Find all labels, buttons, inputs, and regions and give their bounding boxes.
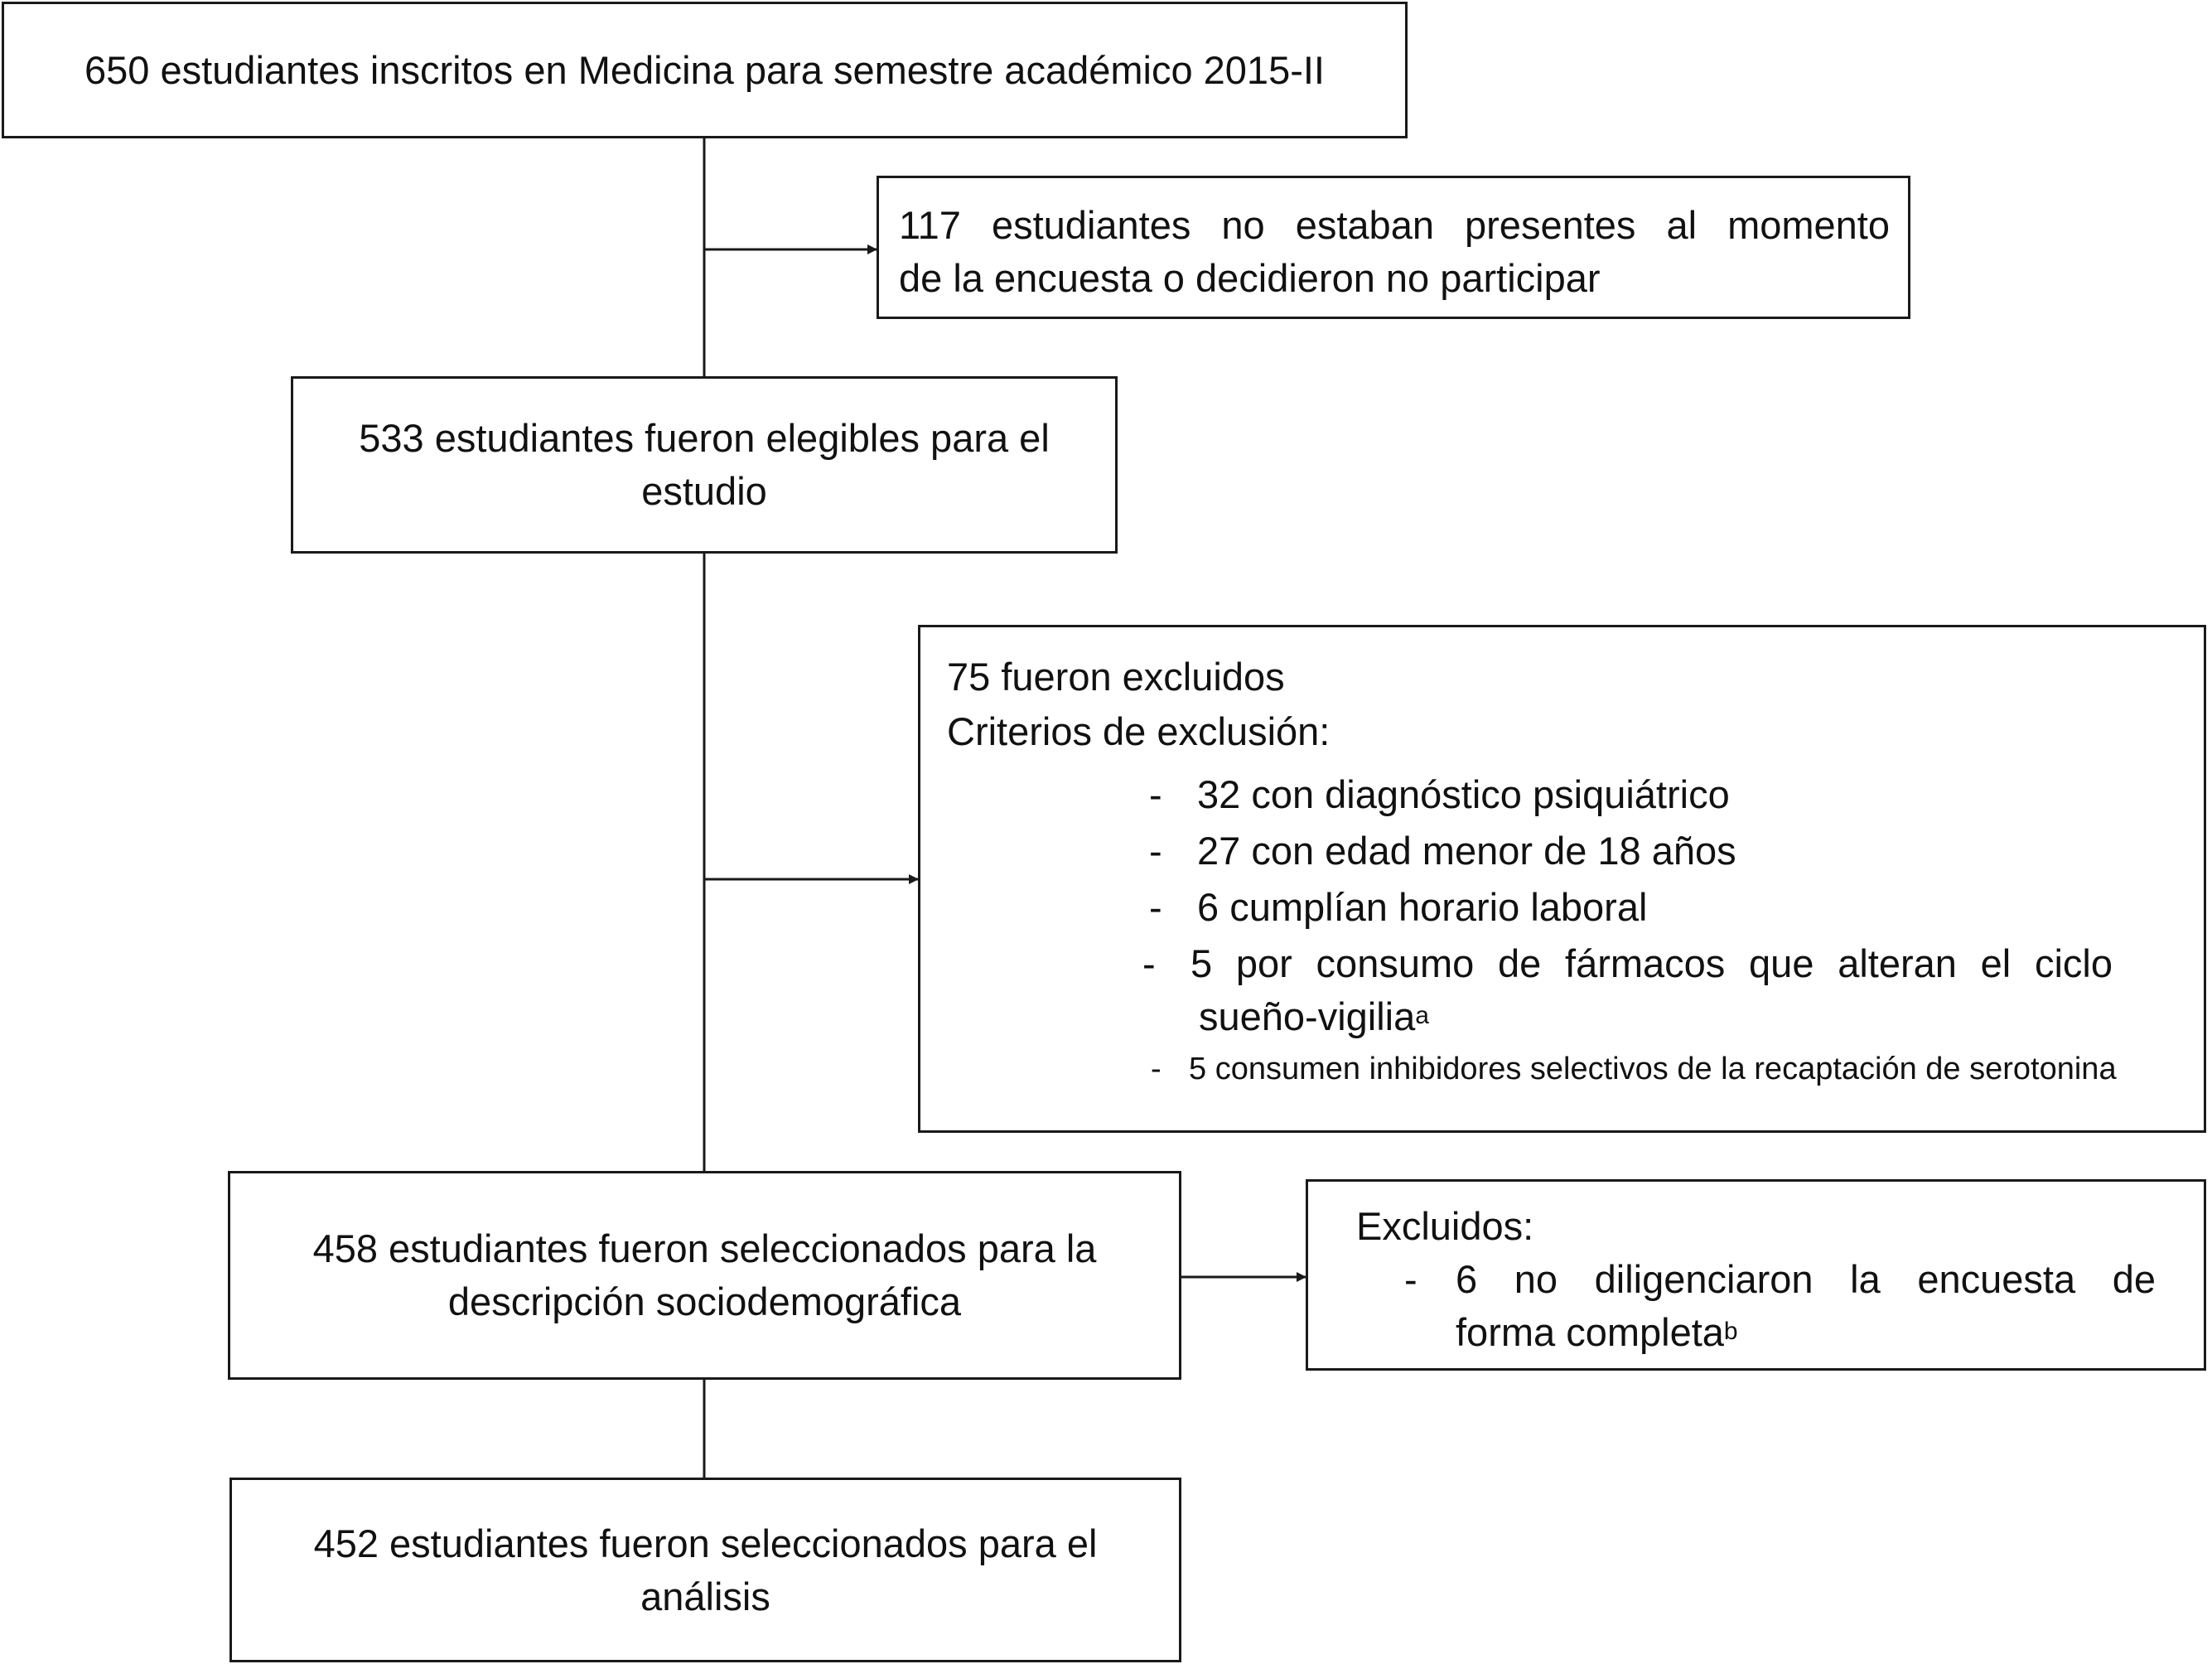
enrolled-box	[2, 2, 1408, 138]
footnote-marker-a: a	[1415, 1002, 1429, 1029]
enrolled-text: 650 estudiantes inscritos en Medicina para semestre académico 2015-II	[85, 47, 1325, 92]
excluded-incomplete-line1: 6 no diligenciaron la encuesta de	[1456, 1257, 2156, 1301]
criteria-item	[947, 937, 2204, 1047]
exclusion-criteria-label: Criterios de exclusión:	[947, 709, 1331, 753]
eligible-text: 533 estudiantes fueron elegibles para el estudio	[359, 416, 1050, 513]
selected-analysis-text: 452 estudiantes fueron seleccionados para el análisis	[313, 1521, 1098, 1618]
excluded-incomplete-line2-main: forma completa	[1456, 1310, 1724, 1354]
excluded-incomplete-title: Excluidos:	[1356, 1204, 1534, 1248]
criteria-item-text-line2	[1191, 990, 2113, 1043]
criteria-item	[947, 881, 2204, 937]
absent-text-line2: de la encuesta o decidieron no participar	[899, 256, 1601, 300]
eligible-box	[291, 376, 1118, 554]
criteria-item	[947, 768, 2204, 825]
criteria-item	[947, 1047, 2204, 1091]
criteria-item-text-line2-main: sueño-vigilia	[1199, 994, 1416, 1038]
list-dash: -	[1149, 829, 1162, 873]
excluded-incomplete-item	[1356, 1253, 2156, 1359]
list-dash: -	[1151, 1052, 1162, 1086]
list-dash: -	[1149, 885, 1162, 929]
absent-box	[877, 176, 1910, 319]
criteria-item-text: 5 consumen inhibidores selectivos de la recaptación de serotonina	[1189, 1052, 2117, 1086]
selected-sociodemographic-text: 458 estudiantes fueron seleccionados para la descripción sociodemográfica	[312, 1226, 1097, 1323]
criteria-item-text: 32 con diagnóstico psiquiátrico	[1197, 772, 1730, 816]
list-dash: -	[1142, 941, 1156, 985]
selected-sociodemographic-box	[228, 1171, 1181, 1380]
excluded-incomplete-box	[1306, 1179, 2206, 1371]
excluded-title: 75 fueron excluidos	[947, 655, 1285, 699]
excluded-incomplete-line2	[1456, 1306, 2156, 1359]
list-dash: -	[1149, 772, 1162, 816]
criteria-item-text: 6 cumplían horario laboral	[1197, 885, 1648, 929]
excluded-box	[918, 625, 2206, 1133]
exclusion-criteria-list	[947, 768, 2204, 1091]
list-dash: -	[1404, 1257, 1418, 1301]
criteria-item-text: 27 con edad menor de 18 años	[1197, 829, 1736, 873]
selected-analysis-box	[229, 1478, 1181, 1662]
absent-text-line1: 117 estudiantes no estaban presentes al momento	[899, 203, 1890, 247]
criteria-item	[947, 825, 2204, 881]
criteria-item-text-line1: 5 por consumo de fármacos que alteran el ciclo	[1191, 941, 2113, 985]
footnote-marker-b: b	[1723, 1318, 1738, 1345]
